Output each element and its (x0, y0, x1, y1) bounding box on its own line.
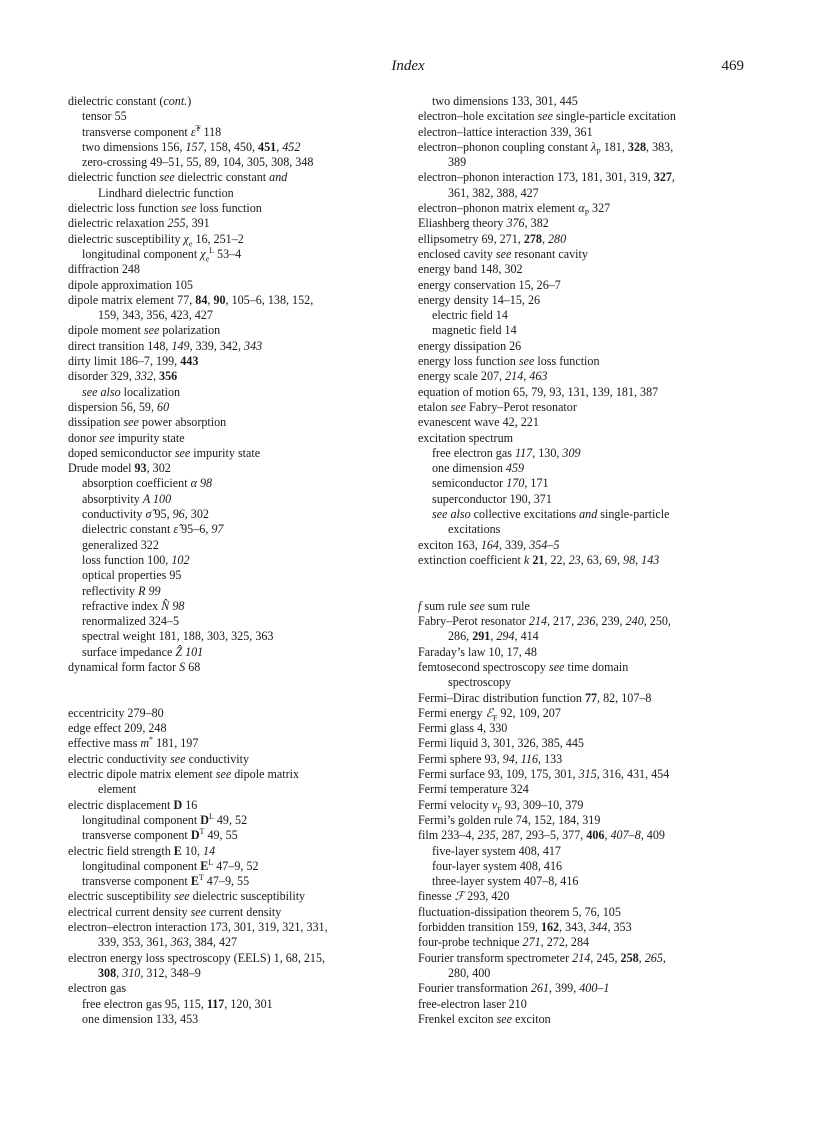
index-entry: Fermi–Dirac distribution function 77, 82, 107–8 (418, 690, 652, 705)
index-entry: Fourier transformation 261, 399, 400–1 (418, 981, 610, 996)
index-entry: electric dipole matrix element see dipole matrix (68, 767, 300, 782)
index-entry: electric displacement D 16 (68, 797, 198, 812)
index-entry: forbidden transition 159, 162, 343, 344, 353 (418, 920, 632, 935)
index-entry: Fermi velocity $v_F$ 93, 309–10, 379 (418, 797, 584, 815)
index-entry: ellipsometry 69, 271, 278, 280 (418, 231, 567, 246)
index-entry: dipole matrix element 77, 84, 90, 105–6, 138, 152, (68, 292, 314, 307)
index-subentry: transverse component $D^T$ 49, 55 (82, 827, 238, 843)
index-entry: energy conservation 15, 26–7 (418, 277, 561, 292)
index-entry: energy density 14–15, 26 (418, 292, 541, 307)
index-subentry: one dimension 459 (432, 461, 525, 476)
index-entry: Fermi liquid 3, 301, 326, 385, 445 (418, 736, 584, 751)
index-continuation: Lindhard dielectric function (98, 185, 234, 200)
index-entry: electron–hole excitation see single-particle excitation (418, 109, 676, 124)
index-subentry: refractive index N̂ 98 (82, 598, 185, 613)
index-entry: film 233–4, 235, 287, 293–5, 377, 406, 407–8, 409 (418, 828, 665, 843)
index-entry: direct transition 148, 149, 339, 342, 343 (68, 338, 263, 353)
index-entry: Fermi temperature 324 (418, 782, 529, 797)
index-entry: enclosed cavity see resonant cavity (418, 246, 588, 261)
index-continuation: 286, 291, 294, 414 (448, 629, 539, 644)
index-subentry: longitudinal component $\chi_e^L$ 53–4 (82, 245, 242, 264)
index-continuation: 280, 400 (448, 965, 491, 980)
index-entry: dielectric loss function see loss function (68, 201, 262, 216)
index-subentry: four-layer system 408, 416 (432, 858, 563, 873)
index-entry: dispersion 56, 59, 60 (68, 399, 170, 414)
index-subentry: longitudinal component $D^L$ 49, 52 (82, 811, 248, 827)
index-entry: Fermi surface 93, 109, 175, 301, 315, 316, 431, 454 (418, 767, 670, 782)
index-entry: dirty limit 186–7, 199, 443 (68, 354, 199, 369)
index-subentry: transverse component $E^T$ 47–9, 55 (82, 873, 250, 889)
index-entry: f sum rule see sum rule (418, 598, 530, 613)
index-entry: femtosecond spectroscopy see time domain (418, 659, 629, 674)
index-entry: four-probe technique 271, 272, 284 (418, 935, 590, 950)
index-entry: Eliashberg theory 376, 382 (418, 216, 549, 231)
index-subentry: spectral weight 181, 188, 303, 325, 363 (82, 629, 274, 644)
index-subentry: electric field 14 (432, 308, 508, 323)
index-entry: etalon see Fabry–Perot resonator (418, 399, 577, 414)
index-entry: energy scale 207, 214, 463 (418, 369, 548, 384)
index-subentry: transverse component ε̂$^T$ 118 (82, 123, 222, 139)
index-subentry: conductivity σ̂ 95, 96, 302 (82, 507, 209, 522)
index-entry: electron gas (68, 981, 127, 996)
page-title: Index (391, 58, 425, 74)
index-entry: dipole moment see polarization (68, 323, 221, 338)
index-subentry: loss function 100, 102 (82, 552, 190, 567)
index-subentry: generalized 322 (82, 537, 159, 552)
index-entry: fluctuation-dissipation theorem 5, 76, 105 (418, 904, 621, 919)
index-entry: electric conductivity see conductivity (68, 751, 250, 766)
index-subentry: one dimension 133, 453 (82, 1011, 199, 1026)
index-entry: effective mass m* 181, 197 (68, 735, 199, 751)
index-entry: finesse ℱ 293, 420 (418, 889, 510, 904)
index-entry: electrical current density see current density (68, 904, 282, 919)
index-continuation: 308, 310, 312, 348–9 (98, 965, 201, 980)
index-gap (418, 584, 758, 599)
index-entry: electron–phonon coupling constant $\lambda_P$ 181, 328, 383, (418, 139, 674, 157)
index-entry: dielectric constant (cont.) (68, 94, 192, 108)
index-continuation: element (98, 782, 137, 797)
index-column-right (418, 94, 758, 1027)
index-entry: electron–electron interaction 173, 301, 319, 321, 331, (68, 920, 328, 935)
index-entry: electric susceptibility see dielectric susceptibility (68, 889, 306, 904)
index-entry: eccentricity 279–80 (68, 705, 164, 720)
index-column-left (68, 94, 408, 1027)
index-entry: electron–phonon interaction 173, 181, 301, 319, 327, (418, 170, 675, 185)
index-subentry: five-layer system 408, 417 (432, 843, 561, 858)
index-subentry: reflectivity R 99 (82, 583, 161, 598)
index-subentry: see also collective excitations and single-particle (432, 507, 670, 522)
index-subentry: magnetic field 14 (432, 323, 517, 338)
index-entry: Fourier transform spectrometer 214, 245, 258, 265, (418, 950, 666, 965)
index-subentry: surface impedance Ẑ 101 (82, 644, 204, 659)
index-continuation: 339, 353, 361, 363, 384, 427 (98, 935, 238, 950)
index-entry: dielectric susceptibility $\chi_e$ 16, 251–2 (68, 231, 244, 249)
index-gap (418, 568, 758, 583)
index-entry: edge effect 209, 248 (68, 721, 167, 736)
index-entry: Frenkel exciton see exciton (418, 1011, 551, 1026)
index-entry: Fabry–Perot resonator 214, 217, 236, 239, 240, 250, (418, 614, 671, 629)
index-entry: electron–lattice interaction 339, 361 (418, 124, 593, 139)
index-subentry: absorption coefficient α 98 (82, 476, 213, 491)
index-entry: donor see impurity state (68, 430, 185, 445)
index-subentry: zero-crossing 49–51, 55, 89, 104, 305, 308, 348 (82, 155, 314, 170)
index-continuation: spectroscopy (448, 675, 512, 690)
index-subentry: absorptivity A 100 (82, 491, 172, 506)
index-entry: dipole approximation 105 (68, 277, 193, 292)
index-subentry: semiconductor 170, 171 (432, 476, 549, 491)
index-subentry: renormalized 324–5 (82, 614, 180, 629)
index-gap (68, 675, 408, 690)
index-entry: equation of motion 65, 79, 93, 131, 139, 181, 387 (418, 384, 659, 399)
index-entry: dielectric function see dielectric constant and (68, 170, 288, 185)
index-subentry: two dimensions 133, 301, 445 (432, 94, 578, 108)
index-entry: electric field strength E 10, 14 (68, 843, 216, 858)
index-subentry: dielectric constant ε̂ 95–6, 97 (82, 522, 224, 537)
index-entry: energy loss function see loss function (418, 354, 600, 369)
index-entry: electron–phonon matrix element $\alpha_P$ 327 (418, 201, 611, 218)
index-subentry: longitudinal component $E^L$ 47–9, 52 (82, 857, 259, 873)
index-entry: dynamical form factor S 68 (68, 659, 201, 674)
index-continuation: excitations (448, 522, 501, 537)
index-subentry: tensor 55 (82, 109, 127, 124)
page-number: 469 (721, 58, 744, 74)
index-entry: exciton 163, 164, 339, 354–5 (418, 537, 560, 552)
index-entry: Fermi sphere 93, 94, 116, 133 (418, 751, 563, 766)
index-entry: energy dissipation 26 (418, 338, 522, 353)
index-entry: Fermi’s golden rule 74, 152, 184, 319 (418, 812, 601, 827)
index-continuation: 361, 382, 388, 427 (448, 185, 539, 200)
index-entry: Fermi glass 4, 330 (418, 721, 508, 736)
index-subentry: free electron gas 95, 115, 117, 120, 301 (82, 996, 273, 1011)
index-entry: diffraction 248 (68, 262, 140, 277)
index-entry: excitation spectrum (418, 430, 514, 445)
index-subentry: optical properties 95 (82, 568, 182, 583)
index-subentry: two dimensions 156, 157, 158, 450, 451, 452 (82, 139, 301, 154)
index-continuation: 159, 343, 356, 423, 427 (98, 308, 213, 323)
index-subentry: see also localization (82, 384, 181, 399)
index-entry: dielectric relaxation 255, 391 (68, 216, 210, 231)
index-entry: dissipation see power absorption (68, 415, 227, 430)
index-entry: Fermi energy ℰ$_F$ 92, 109, 207 (418, 705, 561, 723)
index-entry: evanescent wave 42, 221 (418, 415, 539, 430)
index-continuation: 389 (448, 155, 467, 170)
index-subentry: three-layer system 407–8, 416 (432, 874, 579, 889)
index-gap (68, 691, 408, 706)
index-entry: Drude model 93, 302 (68, 461, 171, 476)
index-entry: extinction coefficient k 21, 22, 23, 63, 69, 98, 143 (418, 552, 660, 567)
index-entry: doped semiconductor see impurity state (68, 445, 261, 460)
index-subentry: free electron gas 117, 130, 309 (432, 445, 581, 460)
index-subentry: superconductor 190, 371 (432, 491, 552, 506)
index-entry: electron energy loss spectroscopy (EELS) 1, 68, 215, (68, 950, 326, 965)
index-entry: disorder 329, 332, 356 (68, 369, 178, 384)
index-entry: energy band 148, 302 (418, 262, 523, 277)
index-entry: Faraday’s law 10, 17, 48 (418, 644, 537, 659)
index-entry: free-electron laser 210 (418, 996, 527, 1011)
